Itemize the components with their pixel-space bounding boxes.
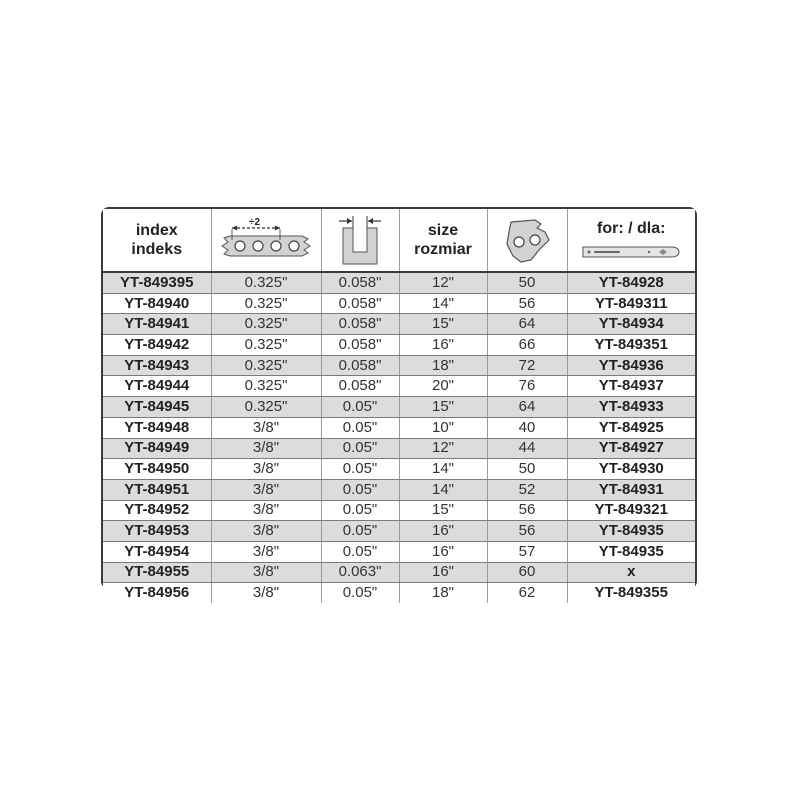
size-cell: 10" (399, 417, 487, 438)
gauge-cell: 0.05" (321, 541, 399, 562)
index-cell: YT-84954 (103, 541, 211, 562)
gauge-cell: 0.05" (321, 459, 399, 480)
index-label: index (135, 222, 178, 239)
gauge-cell: 0.05" (321, 479, 399, 500)
index-cell: YT-84948 (103, 417, 211, 438)
chain-pitch-icon (218, 216, 314, 264)
links-cell: 50 (487, 272, 567, 293)
gauge-width-icon (335, 214, 385, 266)
for-cell: YT-84931 (567, 479, 695, 500)
size-cell: 14" (399, 459, 487, 480)
pitch-cell: 0.325" (211, 335, 321, 356)
size-cell: 18" (399, 583, 487, 603)
rozmiar-label: rozmiar (414, 241, 472, 258)
pitch-cell: 3/8" (211, 459, 321, 480)
pitch-cell: 0.325" (211, 397, 321, 418)
size-cell: 16" (399, 335, 487, 356)
size-cell: 15" (399, 500, 487, 521)
links-cell: 50 (487, 459, 567, 480)
index-cell: YT-84953 (103, 521, 211, 542)
pitch-cell: 3/8" (211, 562, 321, 583)
size-cell: 20" (399, 376, 487, 397)
table-body (103, 272, 695, 603)
table-row (103, 417, 695, 438)
table-row (103, 314, 695, 335)
size-cell: 14" (399, 293, 487, 314)
table-row (103, 583, 695, 603)
chain-link-icon (501, 216, 553, 264)
index-cell: YT-84949 (103, 438, 211, 459)
links-cell: 64 (487, 397, 567, 418)
size-header (399, 209, 487, 272)
table-row (103, 397, 695, 418)
pitch-cell: 3/8" (211, 541, 321, 562)
table-row (103, 355, 695, 376)
for-cell: YT-849351 (567, 335, 695, 356)
table-row (103, 541, 695, 562)
gauge-header (321, 209, 399, 272)
index-cell: YT-84941 (103, 314, 211, 335)
index-cell: YT-84943 (103, 355, 211, 376)
gauge-cell: 0.05" (321, 438, 399, 459)
links-cell: 57 (487, 541, 567, 562)
for-header (567, 209, 695, 272)
size-cell: 18" (399, 355, 487, 376)
links-cell: 62 (487, 583, 567, 603)
size-cell: 12" (399, 438, 487, 459)
gauge-cell: 0.058" (321, 293, 399, 314)
for-cell: YT-84933 (567, 397, 695, 418)
pitch-cell: 0.325" (211, 272, 321, 293)
links-cell: 56 (487, 521, 567, 542)
pitch-cell: 3/8" (211, 521, 321, 542)
table-row (103, 272, 695, 293)
table-row (103, 521, 695, 542)
for-label: for: / dla: (597, 220, 666, 237)
index-cell: YT-849395 (103, 272, 211, 293)
pitch-cell: 0.325" (211, 355, 321, 376)
pitch-header (211, 209, 321, 272)
pitch-cell: 3/8" (211, 583, 321, 603)
gauge-cell: 0.058" (321, 335, 399, 356)
for-cell: YT-849311 (567, 293, 695, 314)
index-cell: YT-84952 (103, 500, 211, 521)
gauge-cell: 0.058" (321, 272, 399, 293)
size-cell: 16" (399, 521, 487, 542)
for-cell: x (567, 562, 695, 583)
table-row (103, 376, 695, 397)
size-cell: 15" (399, 314, 487, 335)
table-row (103, 459, 695, 480)
pitch-label: ÷2 (249, 217, 261, 228)
gauge-cell: 0.05" (321, 397, 399, 418)
index-cell: YT-84940 (103, 293, 211, 314)
indeks-label: indeks (131, 241, 183, 258)
size-cell: 16" (399, 562, 487, 583)
index-header (103, 209, 211, 272)
links-cell: 60 (487, 562, 567, 583)
size-cell: 12" (399, 272, 487, 293)
gauge-cell: 0.063" (321, 562, 399, 583)
links-cell: 56 (487, 293, 567, 314)
index-cell: YT-84944 (103, 376, 211, 397)
guide-bar-icon (579, 241, 683, 261)
index-cell: YT-84955 (103, 562, 211, 583)
for-cell: YT-849321 (567, 500, 695, 521)
index-cell: YT-84950 (103, 459, 211, 480)
pitch-cell: 0.325" (211, 293, 321, 314)
for-cell: YT-84934 (567, 314, 695, 335)
gauge-cell: 0.05" (321, 583, 399, 603)
table-row (103, 335, 695, 356)
pitch-cell: 3/8" (211, 438, 321, 459)
gauge-cell: 0.05" (321, 521, 399, 542)
for-cell: YT-849355 (567, 583, 695, 603)
chain-spec-table-frame (101, 207, 697, 602)
for-cell: YT-84935 (567, 541, 695, 562)
table-row (103, 562, 695, 583)
size-label: size (427, 222, 459, 239)
gauge-cell: 0.05" (321, 417, 399, 438)
links-cell: 66 (487, 335, 567, 356)
index-cell: YT-84945 (103, 397, 211, 418)
size-cell: 15" (399, 397, 487, 418)
gauge-cell: 0.058" (321, 355, 399, 376)
index-cell: YT-84942 (103, 335, 211, 356)
links-cell: 64 (487, 314, 567, 335)
links-cell: 40 (487, 417, 567, 438)
links-cell: 52 (487, 479, 567, 500)
table-header-row (103, 209, 695, 272)
pitch-cell: 3/8" (211, 479, 321, 500)
pitch-cell: 0.325" (211, 376, 321, 397)
for-cell: YT-84928 (567, 272, 695, 293)
for-cell: YT-84936 (567, 355, 695, 376)
table-row (103, 293, 695, 314)
links-cell: 76 (487, 376, 567, 397)
pitch-cell: 3/8" (211, 417, 321, 438)
links-cell: 72 (487, 355, 567, 376)
table-row (103, 500, 695, 521)
for-cell: YT-84925 (567, 417, 695, 438)
for-cell: YT-84930 (567, 459, 695, 480)
pitch-cell: 3/8" (211, 500, 321, 521)
links-cell: 56 (487, 500, 567, 521)
table-row (103, 479, 695, 500)
for-cell: YT-84935 (567, 521, 695, 542)
gauge-cell: 0.05" (321, 500, 399, 521)
links-cell: 44 (487, 438, 567, 459)
pitch-cell: 0.325" (211, 314, 321, 335)
size-cell: 14" (399, 479, 487, 500)
links-header (487, 209, 567, 272)
table-row (103, 438, 695, 459)
index-cell: YT-84951 (103, 479, 211, 500)
size-cell: 16" (399, 541, 487, 562)
index-cell: YT-84956 (103, 583, 211, 603)
chain-spec-table (103, 209, 695, 603)
for-cell: YT-84927 (567, 438, 695, 459)
for-cell: YT-84937 (567, 376, 695, 397)
gauge-cell: 0.058" (321, 376, 399, 397)
gauge-cell: 0.058" (321, 314, 399, 335)
